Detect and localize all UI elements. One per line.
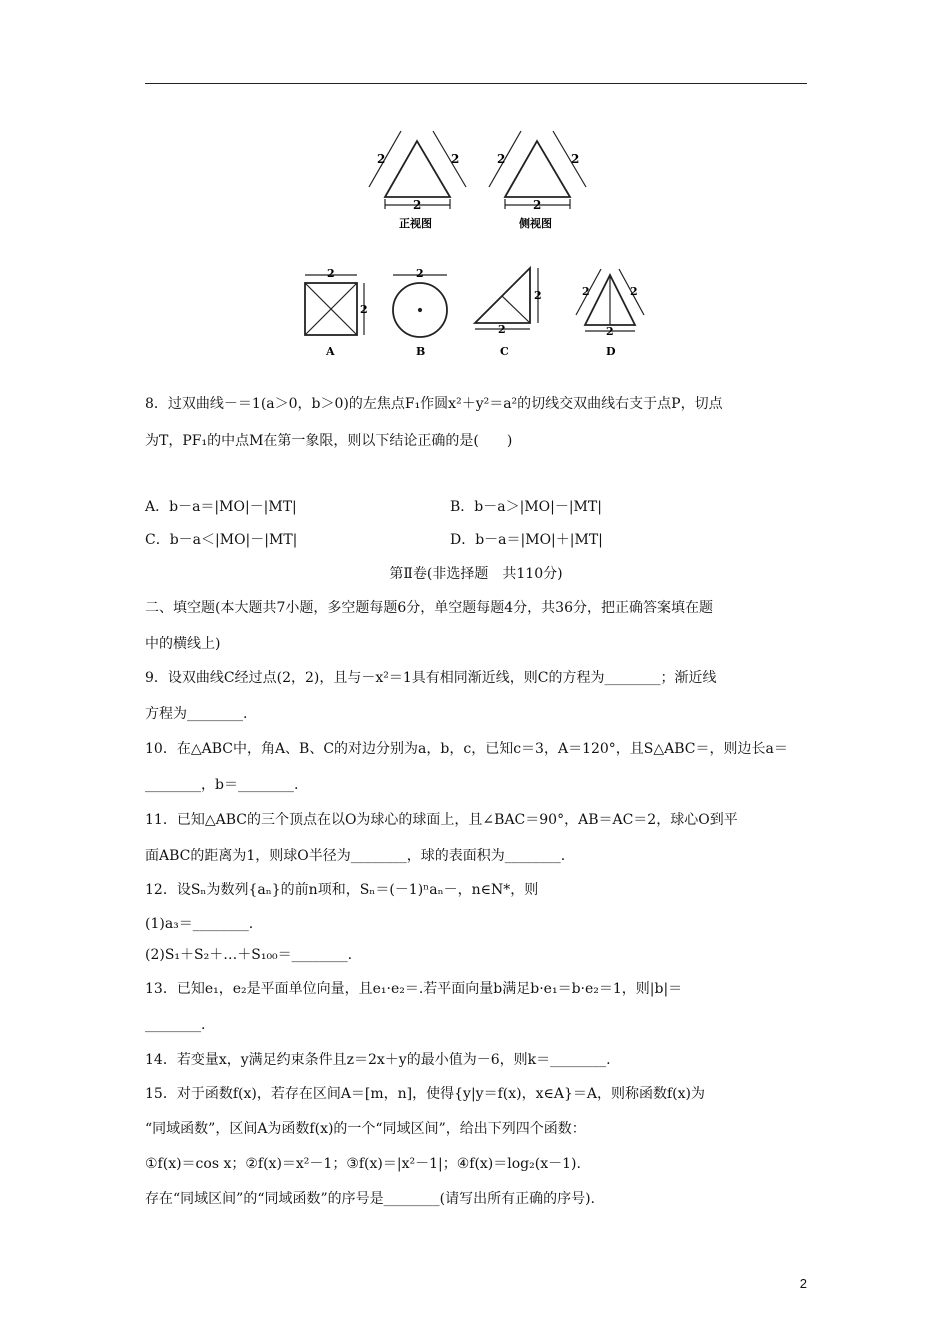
header-rule	[145, 83, 807, 84]
question-9-line-1: 9．设双曲线C经过点(2，2)，且与－x²＝1具有相同渐近线，则C的方程为________；渐近线	[145, 670, 717, 686]
question-12-part-2: (2)S₁＋S₂＋…＋S₁₀₀＝________.	[145, 947, 353, 963]
side-view-label: 侧视图	[519, 217, 552, 230]
option-a-dim-side: 2	[360, 303, 368, 316]
section-title: 第Ⅱ卷(非选择题 共110分)	[389, 566, 563, 582]
question-8-option-a: A．b－a＝|MO|－|MT|	[145, 499, 297, 515]
front-dim-bottom: 2	[413, 198, 422, 212]
option-d-dim-left: 2	[582, 285, 590, 298]
option-c-dim-bottom: 2	[498, 323, 506, 336]
question-10-line-2: ________，b＝________.	[145, 777, 299, 793]
question-9-line-2: 方程为________.	[145, 706, 248, 722]
option-d-dim-bottom: 2	[606, 325, 614, 338]
option-d-shape	[576, 269, 644, 331]
question-13-line-2: ________.	[145, 1017, 206, 1033]
option-b-shape	[393, 275, 447, 337]
question-12-part-1: (1)a₃＝________.	[145, 916, 254, 932]
side-dim-left: 2	[497, 152, 506, 166]
question-8-line-2: 为T，PF₁的中点M在第一象限，则以下结论正确的是( )	[145, 433, 513, 449]
question-8-option-d: D．b－a＝|MO|＋|MT|	[450, 532, 603, 548]
section-intro-line-1: 二、填空题(本大题共7小题，多空题每题6分，单空题每题4分，共36分，把正确答案填在题	[145, 600, 713, 616]
question-15-line-4: 存在“同域区间”的“同域函数”的序号是________(请写出所有正确的序号).	[145, 1191, 596, 1207]
question-15-line-1: 15．对于函数f(x)，若存在区间A＝[m，n]，使得{y|y＝f(x)，x∈A}＝A，则称函数f(x)为	[145, 1086, 705, 1102]
front-dim-right: 2	[451, 152, 460, 166]
option-b-label: B	[416, 345, 426, 358]
question-14: 14．若变量x，y满足约束条件且z＝2x＋y的最小值为－6，则k＝________.	[145, 1052, 611, 1068]
question-15-line-2: “同域函数”，区间A为函数f(x)的一个“同域区间”，给出下列四个函数：	[145, 1121, 586, 1137]
option-d-dim-right: 2	[630, 285, 638, 298]
question-11-line-2: 面ABC的距离为1，则球O半径为________，球的表面积为________.	[145, 848, 566, 864]
side-dim-bottom: 2	[533, 198, 542, 212]
top-view-options	[290, 263, 660, 363]
option-d-label: D	[606, 345, 616, 358]
question-8-option-c: C．b－a＜|MO|－|MT|	[145, 532, 298, 548]
question-15-line-3: ①f(x)＝cos x；②f(x)＝x²－1；③f(x)＝|x²－1|；④f(x)＝log₂(x－1).	[145, 1156, 581, 1172]
page-number: 2	[799, 1276, 807, 1291]
option-a-dim-top: 2	[327, 267, 335, 280]
question-10-line-1: 10．在△ABC中，角A、B、C的对边分别为a，b，c，已知c＝3，A＝120°，且S△ABC＝，则边长a＝	[145, 741, 788, 757]
option-c-shape	[475, 268, 538, 329]
three-view-figure	[355, 125, 595, 235]
option-c-dim-side: 2	[534, 289, 542, 302]
question-8-option-b: B．b－a＞|MO|－|MT|	[450, 499, 602, 515]
question-8-line-1: 8．过双曲线－＝1(a＞0，b＞0)的左焦点F₁作圆x²＋y²＝a²的切线交双曲线右支于点P，切点	[145, 396, 723, 412]
option-b-dim-top: 2	[416, 267, 424, 280]
section-intro-line-2: 中的横线上)	[145, 636, 221, 652]
option-c-label: C	[500, 345, 509, 358]
question-12-line-1: 12．设Sₙ为数列{aₙ}的前n项和，Sₙ＝(－1)ⁿaₙ－，n∈N*，则	[145, 882, 539, 898]
question-13-line-1: 13．已知e₁，e₂是平面单位向量，且e₁·e₂＝.若平面向量b满足b·e₁＝b·e₂＝1，则|b|＝	[145, 981, 683, 997]
front-view-label: 正视图	[399, 217, 432, 230]
option-a-label: A	[326, 345, 335, 358]
side-dim-right: 2	[571, 152, 580, 166]
option-a-shape	[305, 275, 364, 335]
question-11-line-1: 11．已知△ABC的三个顶点在以O为球心的球面上，且∠BAC＝90°，AB＝AC＝2，球心O到平	[145, 812, 738, 828]
front-dim-left: 2	[377, 152, 386, 166]
